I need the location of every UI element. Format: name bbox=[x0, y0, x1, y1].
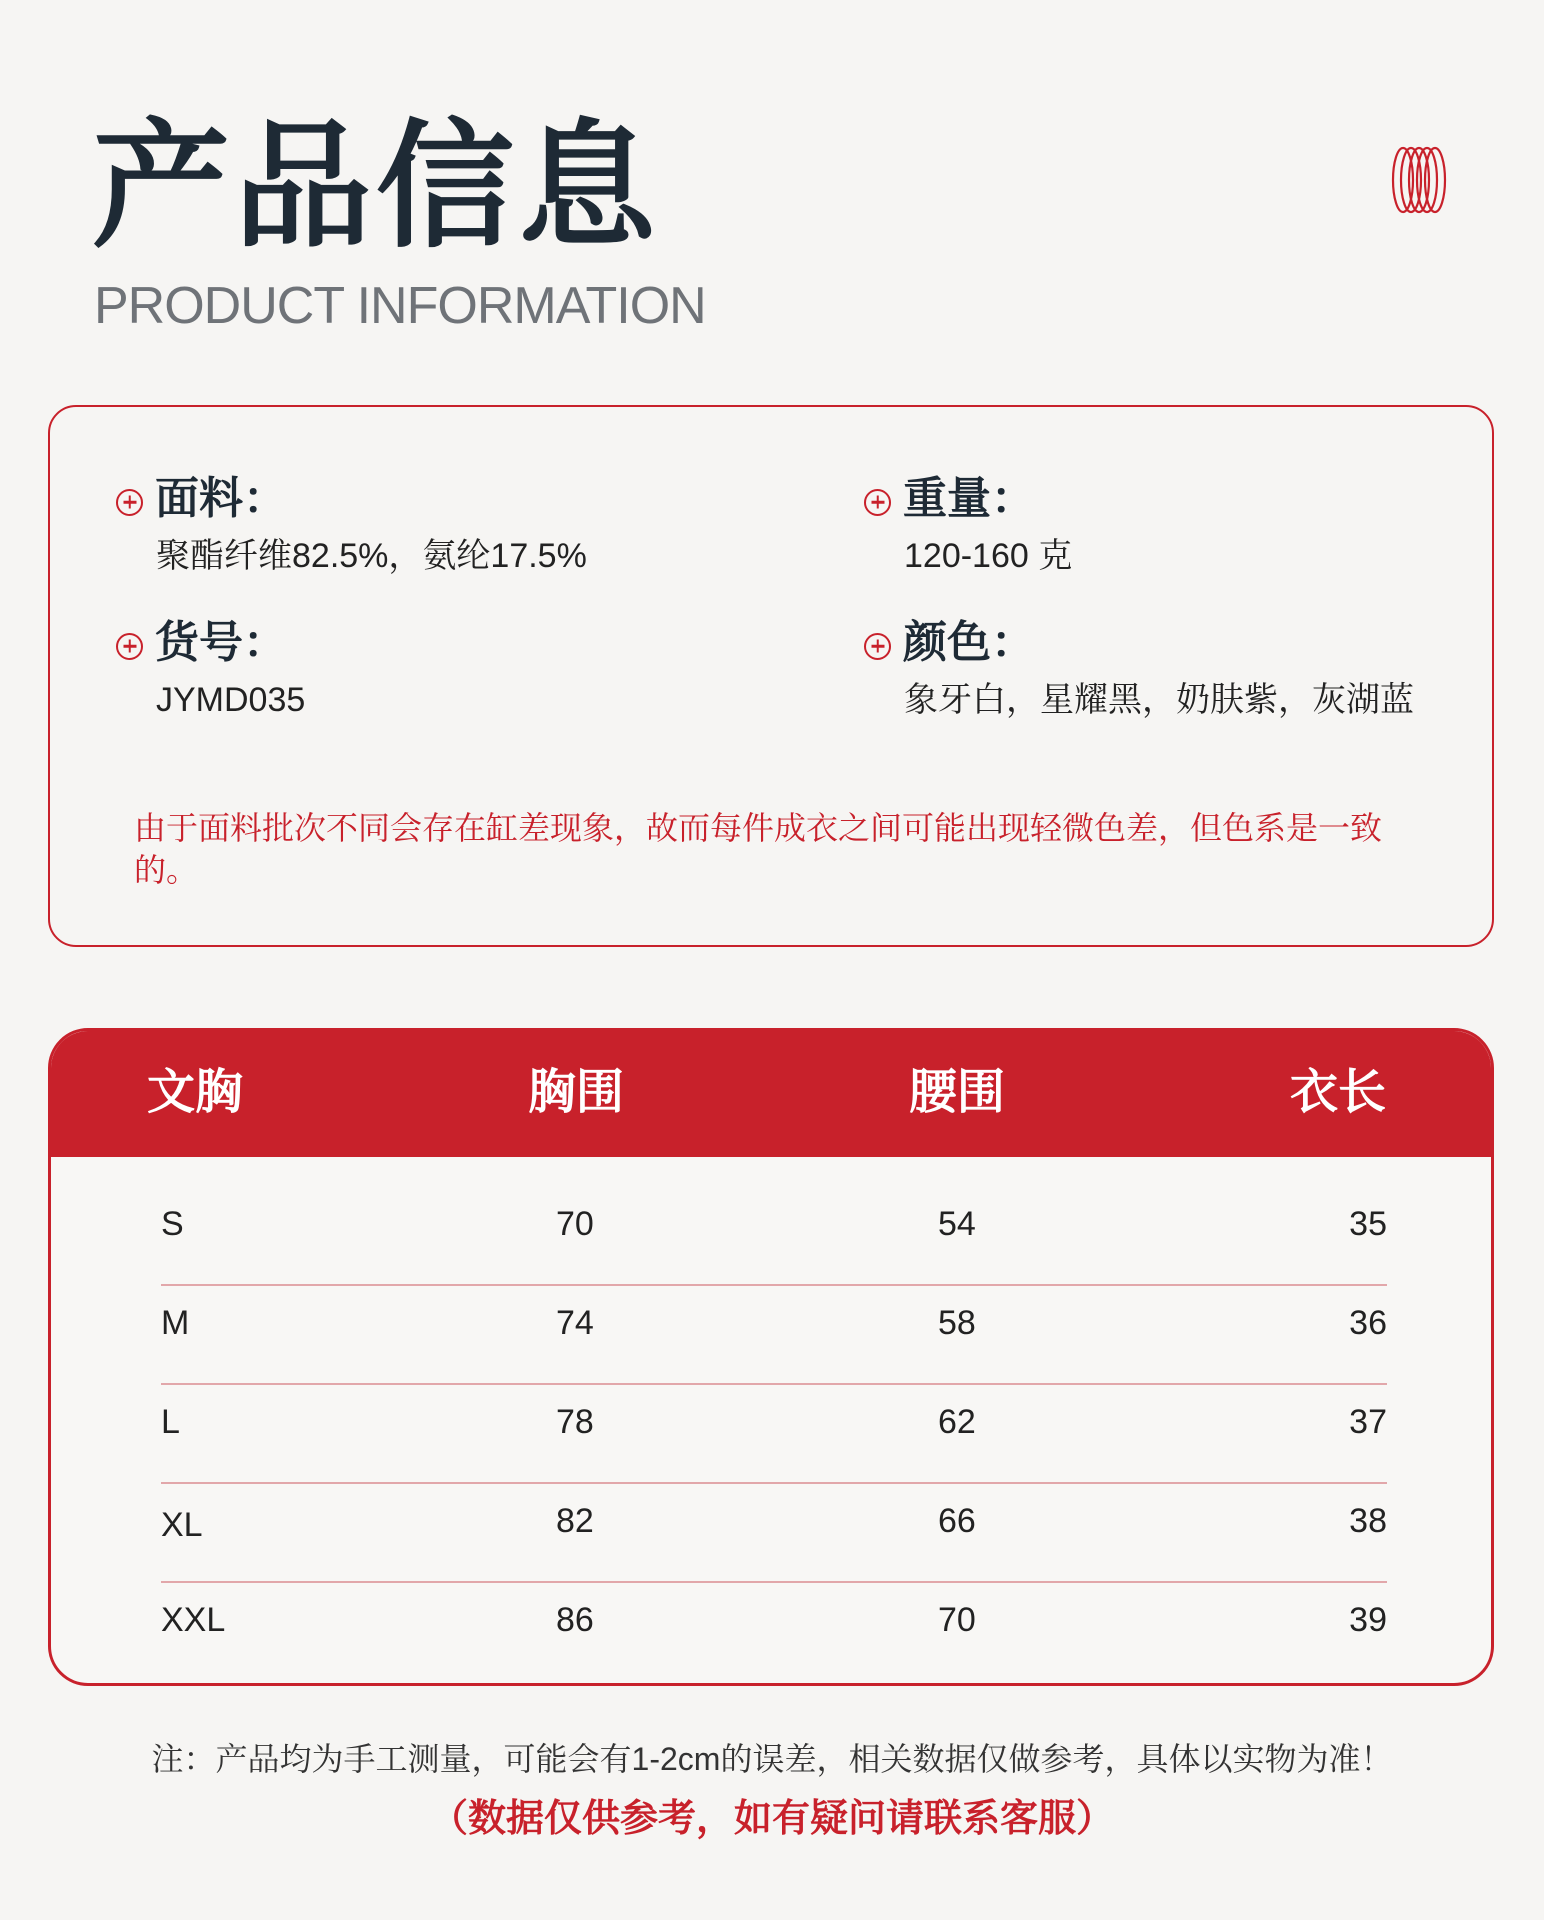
table-cell: 54 bbox=[938, 1205, 976, 1243]
rings-logo-icon bbox=[1385, 145, 1453, 215]
page-title-en: PRODUCT INFORMATION bbox=[94, 277, 706, 335]
table-cell: L bbox=[161, 1403, 180, 1441]
row-divider bbox=[161, 1581, 1387, 1583]
color-difference-note: 由于面料批次不同会存在缸差现象，故而每件成衣之间可能出现轻微色差，但色系是一致的。 bbox=[134, 810, 1383, 888]
size-table bbox=[48, 1028, 1494, 1686]
table-cell: 74 bbox=[556, 1304, 594, 1342]
table-cell: 35 bbox=[1349, 1205, 1387, 1243]
product-info-card bbox=[48, 405, 1494, 947]
plus-circle-icon bbox=[116, 489, 143, 516]
table-cell: 78 bbox=[556, 1403, 594, 1441]
header-cell: 腰围 bbox=[909, 1066, 1006, 1119]
item-no-info bbox=[116, 618, 306, 719]
table-row bbox=[161, 1306, 1387, 1405]
table-cell: 36 bbox=[1349, 1304, 1387, 1342]
table-row bbox=[161, 1207, 1387, 1306]
header-cell: 衣长 bbox=[1290, 1066, 1387, 1119]
fabric-label: 面料： bbox=[155, 474, 287, 523]
table-cell: 66 bbox=[938, 1502, 976, 1540]
size-table-header bbox=[51, 1031, 1491, 1157]
table-row bbox=[161, 1504, 1387, 1603]
table-cell: M bbox=[161, 1304, 190, 1342]
weight-label: 重量： bbox=[903, 474, 1035, 523]
table-cell: 39 bbox=[1349, 1601, 1387, 1639]
row-divider bbox=[161, 1482, 1387, 1484]
plus-circle-icon bbox=[864, 489, 891, 516]
color-label: 颜色： bbox=[903, 618, 1035, 667]
table-row bbox=[161, 1603, 1387, 1686]
header-cell: 胸围 bbox=[528, 1066, 625, 1119]
fabric-info bbox=[116, 474, 587, 575]
row-divider bbox=[161, 1383, 1387, 1385]
table-cell: 70 bbox=[938, 1601, 976, 1639]
table-cell: 86 bbox=[556, 1601, 594, 1639]
weight-info bbox=[864, 474, 1073, 575]
table-cell: 38 bbox=[1349, 1502, 1387, 1540]
contact-note: （数据仅供参考，如有疑问请联系客服） bbox=[429, 1798, 1114, 1840]
table-cell: 62 bbox=[938, 1403, 976, 1441]
table-cell: XXL bbox=[161, 1601, 226, 1639]
table-row bbox=[161, 1405, 1387, 1504]
fabric-value: 聚酯纤维82.5%，氨纶17.5% bbox=[156, 537, 587, 575]
table-cell: S bbox=[161, 1205, 184, 1243]
color-info bbox=[864, 618, 1414, 719]
page-title-cn: 产品信息 bbox=[92, 110, 661, 264]
table-cell: 70 bbox=[556, 1205, 594, 1243]
color-value: 象牙白，星耀黑，奶肤紫，灰湖蓝 bbox=[904, 681, 1414, 719]
weight-value: 120-160 克 bbox=[904, 537, 1073, 575]
table-cell: XL bbox=[161, 1506, 203, 1544]
measurement-note: 注：产品均为手工测量，可能会有1-2cm的误差，相关数据仅做参考，具体以实物为准！ bbox=[151, 1741, 1393, 1777]
table-cell: 37 bbox=[1349, 1403, 1387, 1441]
item-no-value: JYMD035 bbox=[156, 681, 306, 719]
table-cell: 82 bbox=[556, 1502, 594, 1540]
row-divider bbox=[161, 1284, 1387, 1286]
item-no-label: 货号： bbox=[155, 618, 287, 667]
header-cell: 文胸 bbox=[147, 1066, 244, 1119]
plus-circle-icon bbox=[864, 633, 891, 660]
table-cell: 58 bbox=[938, 1304, 976, 1342]
plus-circle-icon bbox=[116, 633, 143, 660]
